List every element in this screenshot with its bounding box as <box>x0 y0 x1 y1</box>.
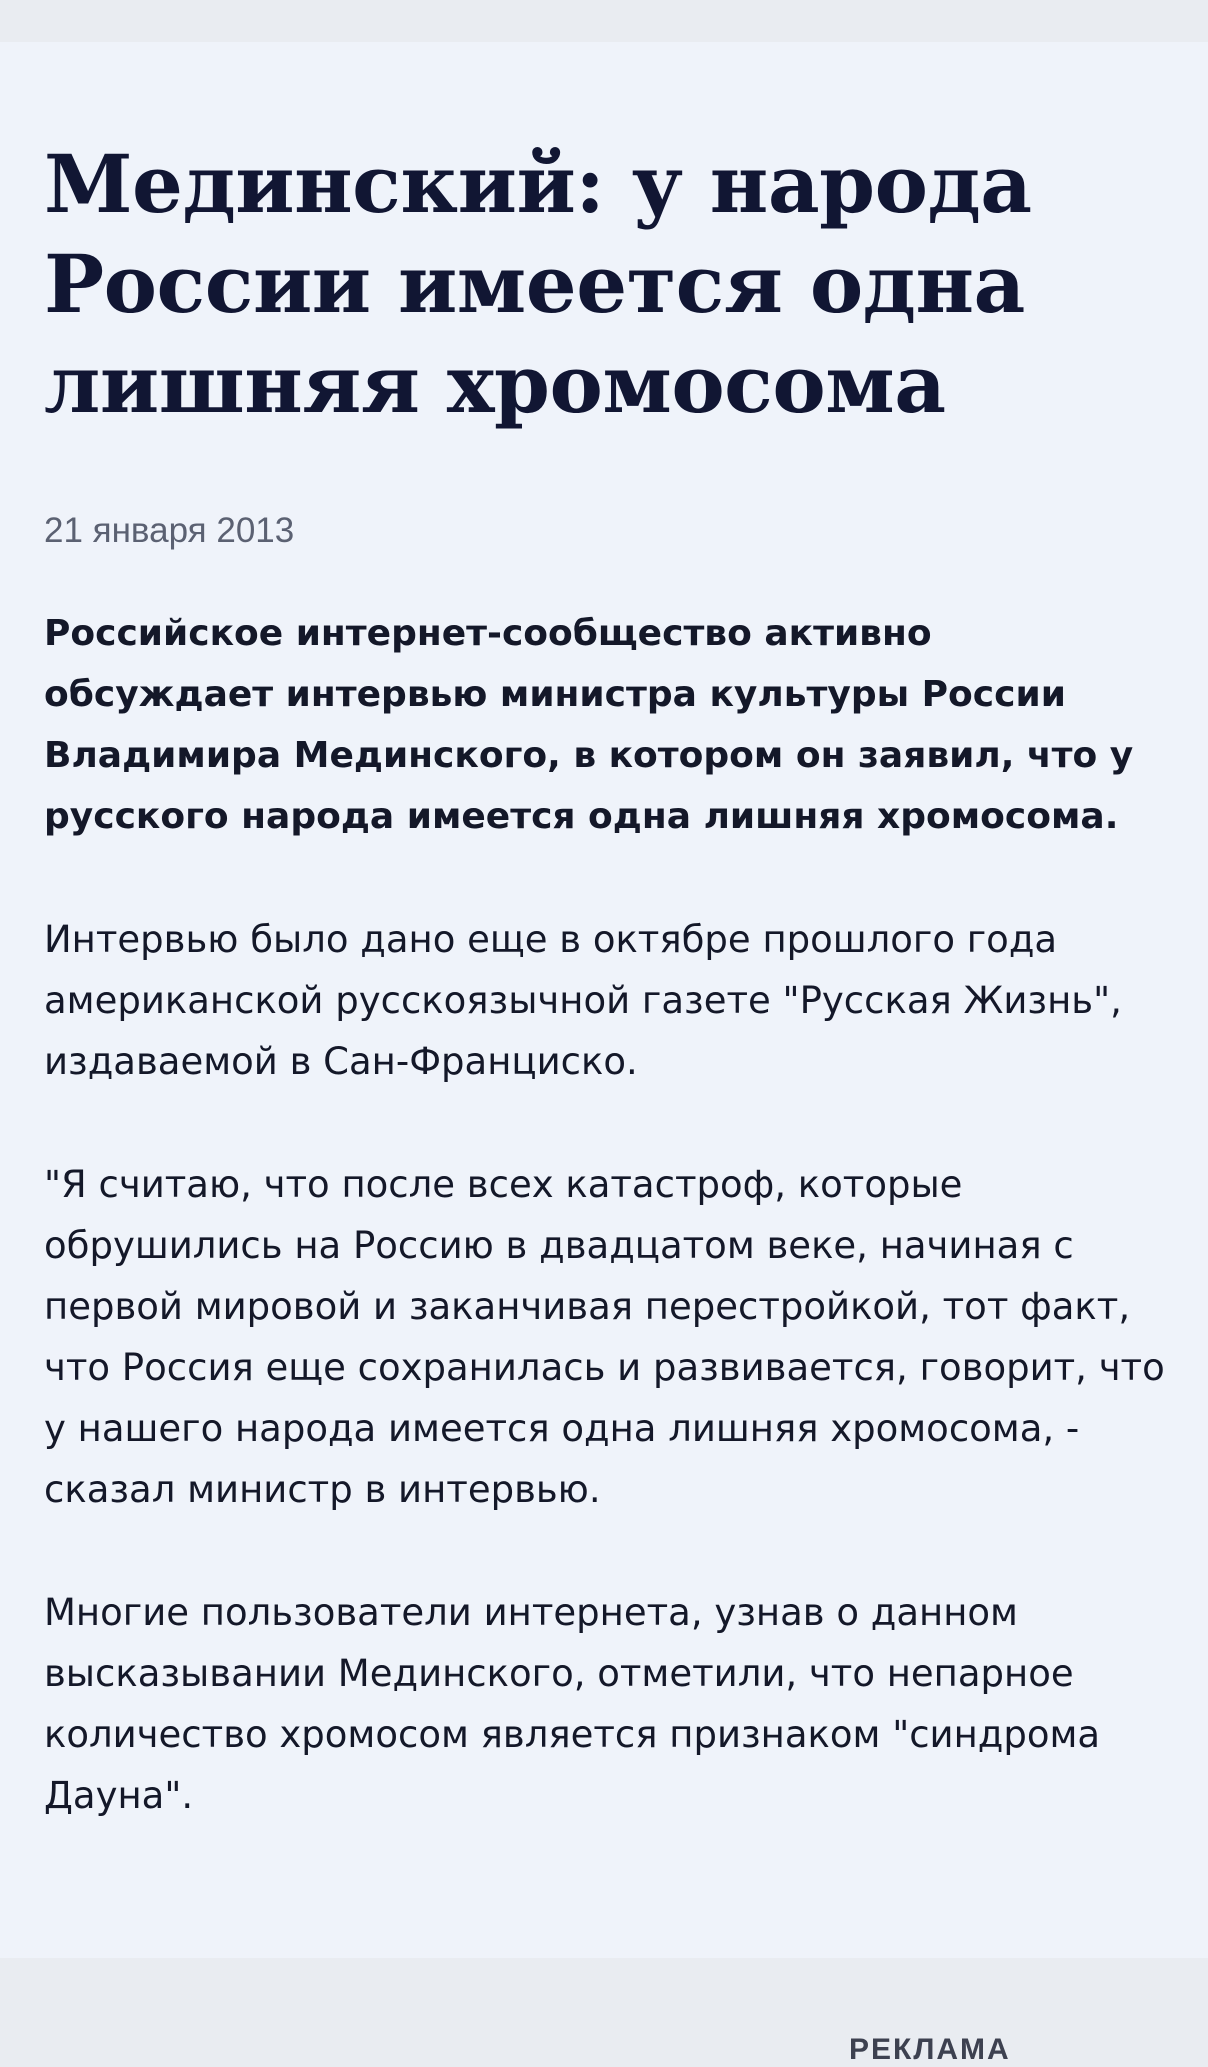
ad-label: РЕКЛАМА <box>849 2033 1011 2066</box>
top-strip <box>0 0 1208 42</box>
article-paragraph: "Я считаю, что после всех катастроф, которые обрушились на Россию в двадцатом веке, начиная с первой мировой и заканчивая перестройкой, тот факт, что Россия еще сохранилась и развивается, говорит, что у нашего народа имеется одна лишняя хромосома, - сказал министр в интервью. <box>44 1163 1165 1511</box>
article <box>0 42 1208 1958</box>
article-paragraph: Интервью было дано еще в октябре прошлого года американской русскоязычной газете "Русская Жизнь", издаваемой в Сан-Франциско. <box>44 918 1122 1083</box>
article-paragraph: Многие пользователи интернета, узнав о данном высказывании Мединского, отметили, что непарное количество хромосом является признаком "синдрома Дауна". <box>44 1591 1101 1817</box>
article-title: Мединский: у народа России имеется одна лишняя хромосома <box>44 137 1032 431</box>
article-lead: Российское интернет-сообщество активно обсуждает интервью министра культуры России Владимира Мединского, в котором он заявил, что у русского народа имеется одна лишняя хромосома. <box>44 613 1134 837</box>
ad-area <box>0 1958 1208 2066</box>
article-date: 21 января 2013 <box>44 511 295 550</box>
